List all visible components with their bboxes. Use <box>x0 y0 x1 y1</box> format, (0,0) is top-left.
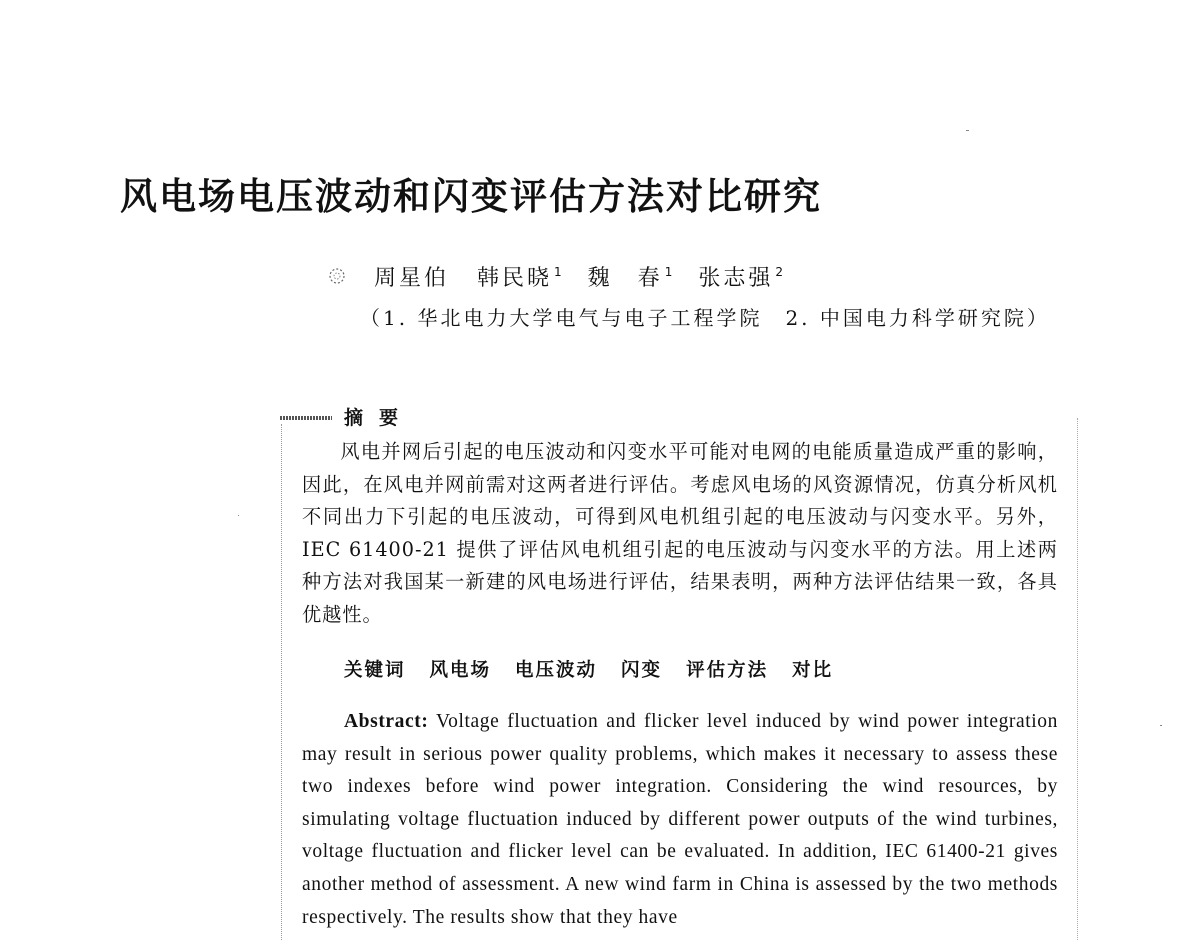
author-1 <box>374 261 451 292</box>
keyword: 电压波动 <box>515 660 598 681</box>
chinese-abstract: 风电并网后引起的电压波动和闪变水平可能对电网的电能质量造成严重的影响，因此，在风电并网前需对这两者进行评估。考虑风电场的风资源情况，仿真分析风机不同出力下引起的电压波动，可得到风电机组引起的电压波动与闪变水平。另外，IEC 61400-21 提供了评估风电机组引起的电压波动与闪变水平的方法。用上述两种方法对我国某一新建的风电场进行评估，结果表明，两种方法评估结果一致，各具优越性。 <box>302 440 1058 626</box>
keywords-label: 关键词 <box>344 660 406 681</box>
author-affiliation-index: 1 <box>554 265 562 280</box>
author-name: 周星伯 <box>374 265 450 291</box>
scan-speck <box>1160 725 1162 726</box>
keyword: 风电场 <box>429 660 492 681</box>
heading-rule <box>280 416 332 420</box>
author-mark-icon <box>326 265 348 287</box>
keyword: 闪变 <box>621 660 663 681</box>
author-name: 张志强 <box>698 265 774 291</box>
abstract-heading: 摘要 <box>344 407 415 429</box>
affiliations: （1. 华北电力大学电气与电子工程学院 2. 中国电力科学研究院） <box>360 306 1050 330</box>
author-3 <box>588 261 673 292</box>
left-border-line <box>281 424 282 940</box>
author-affiliation-index: 1 <box>664 265 673 280</box>
author-affiliation-index: 2 <box>775 265 783 280</box>
paper-title: 风电场电压波动和闪变评估方法对比研究 <box>120 174 822 218</box>
keywords <box>344 656 857 686</box>
author-2 <box>477 261 562 292</box>
abstract-box <box>280 400 1078 940</box>
author-4 <box>698 261 783 292</box>
english-abstract <box>302 706 1058 934</box>
author-name: 魏 春 <box>587 265 663 291</box>
right-border-line <box>1077 418 1078 940</box>
author-line <box>326 258 809 294</box>
keyword: 评估方法 <box>686 660 769 681</box>
english-abstract-text: Voltage fluctuation and flicker level induced by wind power integration may result in serious power quality problems, which makes it necessary to assess these two indexes before wind power integration. Considering the wind resources, by simulating voltage fluctuation induced by different power outputs of the wind turbines, voltage fluctuation and flicker level can be evaluated. In addition, IEC 61400-21 gives another method of assessment. A new wind farm in China is assessed by the two methods respectively. The results show that they have <box>302 711 1059 928</box>
author-name: 韩民晓 <box>477 265 553 291</box>
english-abstract-label: Abstract: <box>344 711 429 732</box>
keyword: 对比 <box>792 660 834 681</box>
scan-speck <box>238 515 239 516</box>
scan-speck <box>966 130 969 131</box>
